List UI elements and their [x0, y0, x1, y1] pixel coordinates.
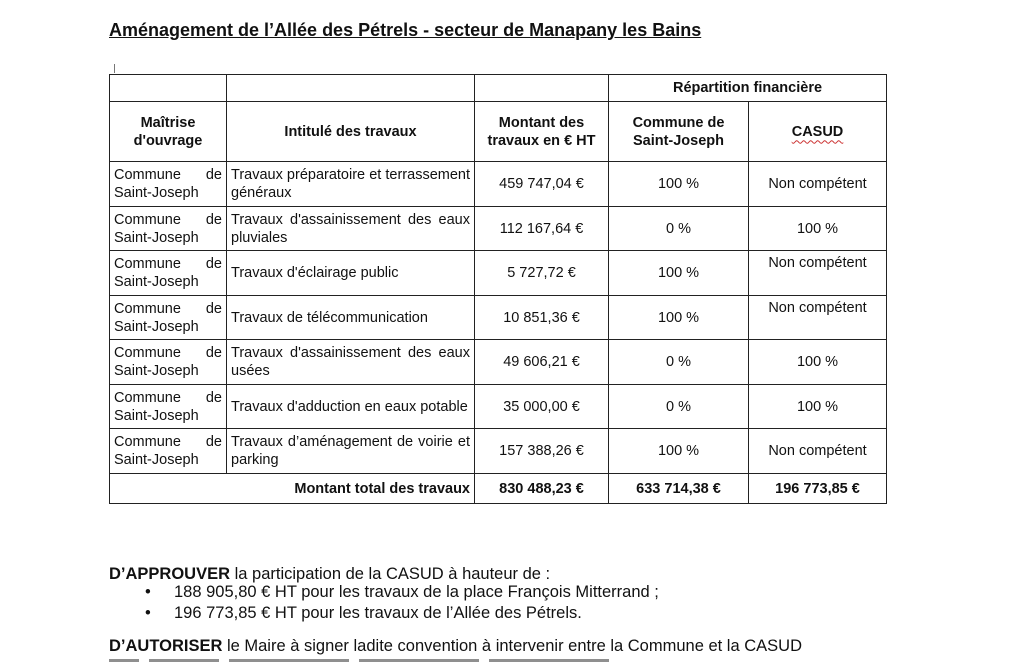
table-header-row: [110, 102, 887, 162]
casud-share-cell: 100 %: [749, 207, 887, 251]
works-cell: Travaux d'adduction en eaux potable: [227, 385, 475, 429]
casud-share-cell: Non compétent: [749, 162, 887, 207]
casud-share-cell: Non compétent: [749, 296, 887, 340]
works-cell: Travaux d'assainissement des eaux pluviales: [227, 207, 475, 251]
amount-cell: 112 167,64 €: [475, 207, 609, 251]
casud-share-cell: 100 %: [749, 340, 887, 385]
empty-header-cell: [475, 75, 609, 102]
list-item: • 188 905,80 € HT pour les travaux de la place François Mitterrand ;: [109, 582, 659, 603]
table-row: [110, 162, 887, 207]
casud-label: CASUD: [791, 123, 844, 140]
header-casud: [749, 102, 887, 162]
owner-cell: Commune de Saint-Joseph: [110, 207, 227, 251]
total-label: Montant total des travaux: [110, 474, 475, 504]
owner-cell: Commune de Saint-Joseph: [110, 340, 227, 385]
owner-cell: Commune de Saint-Joseph: [110, 296, 227, 340]
commune-share-cell: 0 %: [609, 207, 749, 251]
header-commune: Commune de Saint-Joseph: [609, 102, 749, 162]
approve-keyword: D’APPROUVER: [109, 565, 231, 583]
owner-cell: Commune de Saint-Joseph: [110, 429, 227, 474]
commune-share-cell: 100 %: [609, 251, 749, 296]
header-owner: Maîtrise d'ouvrage: [110, 102, 227, 162]
empty-header-cell: [110, 75, 227, 102]
authorize-paragraph: [109, 637, 802, 656]
amount-cell: 5 727,72 €: [475, 251, 609, 296]
works-cell: Travaux d’aménagement de voirie et parking: [227, 429, 475, 474]
works-cell: Travaux d'assainissement des eaux usées: [227, 340, 475, 385]
document-title: Aménagement de l’Allée des Pétrels - secteur de Manapany les Bains: [109, 20, 702, 40]
commune-share-cell: 0 %: [609, 340, 749, 385]
table-row: [110, 429, 887, 474]
owner-cell: Commune de Saint-Joseph: [110, 385, 227, 429]
total-row: [110, 474, 887, 504]
works-cell: Travaux d'éclairage public: [227, 251, 475, 296]
amount-cell: 459 747,04 €: [475, 162, 609, 207]
table-row: [110, 296, 887, 340]
works-cell: Travaux de télécommunication: [227, 296, 475, 340]
clipped-next-line: [109, 656, 609, 664]
commune-share-cell: 100 %: [609, 429, 749, 474]
authorize-text: le Maire à signer ladite convention à intervenir entre la Commune et la CASUD: [222, 637, 802, 655]
text-cursor: [114, 64, 115, 73]
authorize-keyword: D’AUTORISER: [109, 637, 223, 655]
owner-cell: Commune de Saint-Joseph: [110, 251, 227, 296]
works-cell: Travaux préparatoire et terrassement généraux: [227, 162, 475, 207]
approve-text: la participation de la CASUD à hauteur de :: [230, 565, 551, 583]
approve-list: [109, 582, 659, 624]
total-amount: 830 488,23 €: [475, 474, 609, 504]
commune-share-cell: 0 %: [609, 385, 749, 429]
commune-share-cell: 100 %: [609, 296, 749, 340]
table-row: [110, 385, 887, 429]
table-row: [110, 251, 887, 296]
table-group-header-row: [110, 75, 887, 102]
header-amount: Montant des travaux en € HT: [475, 102, 609, 162]
financial-table: [109, 74, 887, 504]
amount-cell: 157 388,26 €: [475, 429, 609, 474]
amount-cell: 35 000,00 €: [475, 385, 609, 429]
amount-cell: 10 851,36 €: [475, 296, 609, 340]
table-row: [110, 340, 887, 385]
owner-cell: Commune de Saint-Joseph: [110, 162, 227, 207]
total-casud: 196 773,85 €: [749, 474, 887, 504]
commune-share-cell: 100 %: [609, 162, 749, 207]
empty-header-cell: [227, 75, 475, 102]
amount-cell: 49 606,21 €: [475, 340, 609, 385]
table-row: [110, 207, 887, 251]
total-commune: 633 714,38 €: [609, 474, 749, 504]
casud-share-cell: 100 %: [749, 385, 887, 429]
financial-split-header: Répartition financière: [609, 75, 887, 102]
casud-share-cell: Non compétent: [749, 251, 887, 296]
list-item: • 196 773,85 € HT pour les travaux de l’Allée des Pétrels.: [109, 603, 659, 624]
casud-share-cell: Non compétent: [749, 429, 887, 474]
header-works: Intitulé des travaux: [227, 102, 475, 162]
